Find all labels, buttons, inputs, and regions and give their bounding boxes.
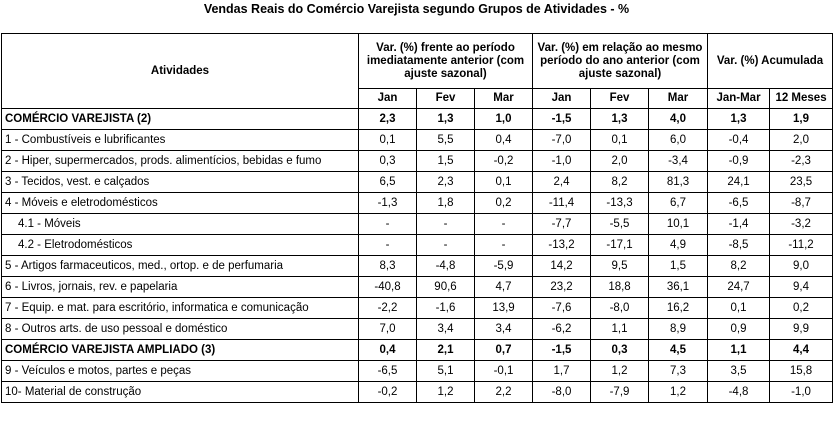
- activity-label: 7 - Equip. e mat. para escritório, informatica e comunicação: [2, 298, 359, 319]
- value-cell: -5,9: [475, 256, 533, 277]
- table-row: [2, 151, 833, 172]
- value-cell: -0,1: [475, 361, 533, 382]
- activity-label: 3 - Tecidos, vest. e calçados: [2, 172, 359, 193]
- table-row: [2, 130, 833, 151]
- table-row: [2, 193, 833, 214]
- value-cell: 0,7: [475, 340, 533, 361]
- value-cell: 24,1: [708, 172, 770, 193]
- value-cell: 0,1: [708, 298, 770, 319]
- activity-label: 2 - Hiper, supermercados, prods. alimentícios, bebidas e fumo: [2, 151, 359, 172]
- value-cell: 5,5: [417, 130, 475, 151]
- value-cell: 6,5: [359, 172, 417, 193]
- header-group-same-period-last-year: Var. (%) em relação ao mesmo período do ano anterior (com ajuste sazonal): [533, 34, 708, 89]
- activity-label: 9 - Veículos e motos, partes e peças: [2, 361, 359, 382]
- value-cell: 81,3: [649, 172, 708, 193]
- value-cell: 0,4: [359, 340, 417, 361]
- value-cell: 1,5: [417, 151, 475, 172]
- value-cell: 5,1: [417, 361, 475, 382]
- value-cell: 0,3: [359, 151, 417, 172]
- value-cell: 1,3: [591, 109, 649, 130]
- value-cell: -1,0: [533, 151, 591, 172]
- value-cell: -2,2: [359, 298, 417, 319]
- value-cell: 1,9: [770, 109, 833, 130]
- value-cell: 4,9: [649, 235, 708, 256]
- header-sub: 12 Meses: [770, 89, 833, 109]
- sales-table: [1, 33, 833, 403]
- header-sub: Fev: [591, 89, 649, 109]
- value-cell: 1,7: [533, 361, 591, 382]
- value-cell: 4,0: [649, 109, 708, 130]
- value-cell: -0,2: [359, 382, 417, 403]
- activity-label: 4.2 - Eletrodomésticos: [2, 235, 359, 256]
- value-cell: 8,3: [359, 256, 417, 277]
- activity-label: 8 - Outros arts. de uso pessoal e doméstico: [2, 319, 359, 340]
- value-cell: -11,4: [533, 193, 591, 214]
- value-cell: 2,1: [417, 340, 475, 361]
- value-cell: -0,9: [708, 151, 770, 172]
- value-cell: 3,4: [475, 319, 533, 340]
- value-cell: 2,0: [770, 130, 833, 151]
- value-cell: -40,8: [359, 277, 417, 298]
- value-cell: -0,2: [475, 151, 533, 172]
- table-row: [2, 319, 833, 340]
- value-cell: 2,3: [417, 172, 475, 193]
- value-cell: 23,5: [770, 172, 833, 193]
- value-cell: 1,1: [591, 319, 649, 340]
- value-cell: -: [359, 214, 417, 235]
- value-cell: -: [475, 214, 533, 235]
- value-cell: -0,4: [708, 130, 770, 151]
- value-cell: 8,2: [708, 256, 770, 277]
- value-cell: 4,5: [649, 340, 708, 361]
- value-cell: -1,6: [417, 298, 475, 319]
- header-sub: Jan-Mar: [708, 89, 770, 109]
- value-cell: -7,7: [533, 214, 591, 235]
- header-group-previous-period: Var. (%) frente ao período imediatamente anterior (com ajuste sazonal): [359, 34, 533, 89]
- activity-label: 1 - Combustíveis e lubrificantes: [2, 130, 359, 151]
- value-cell: -4,8: [708, 382, 770, 403]
- activity-label: 4 - Móveis e eletrodomésticos: [2, 193, 359, 214]
- value-cell: -7,6: [533, 298, 591, 319]
- value-cell: 9,9: [770, 319, 833, 340]
- value-cell: 4,4: [770, 340, 833, 361]
- value-cell: 36,1: [649, 277, 708, 298]
- header-sub: Mar: [649, 89, 708, 109]
- value-cell: 23,2: [533, 277, 591, 298]
- value-cell: 4,7: [475, 277, 533, 298]
- value-cell: 0,1: [591, 130, 649, 151]
- value-cell: -2,3: [770, 151, 833, 172]
- value-cell: -8,0: [533, 382, 591, 403]
- header-sub: Fev: [417, 89, 475, 109]
- value-cell: 1,8: [417, 193, 475, 214]
- value-cell: -5,5: [591, 214, 649, 235]
- value-cell: 3,5: [708, 361, 770, 382]
- value-cell: 90,6: [417, 277, 475, 298]
- value-cell: 2,4: [533, 172, 591, 193]
- value-cell: -8,5: [708, 235, 770, 256]
- value-cell: 0,9: [708, 319, 770, 340]
- value-cell: 2,2: [475, 382, 533, 403]
- value-cell: 14,2: [533, 256, 591, 277]
- value-cell: -13,3: [591, 193, 649, 214]
- value-cell: 3,4: [417, 319, 475, 340]
- header-sub: Jan: [359, 89, 417, 109]
- value-cell: -6,5: [359, 361, 417, 382]
- value-cell: -1,0: [770, 382, 833, 403]
- value-cell: 7,0: [359, 319, 417, 340]
- value-cell: 8,2: [591, 172, 649, 193]
- value-cell: 1,1: [708, 340, 770, 361]
- value-cell: 1,5: [649, 256, 708, 277]
- value-cell: -6,2: [533, 319, 591, 340]
- value-cell: -1,5: [533, 109, 591, 130]
- activity-label: 6 - Livros, jornais, rev. e papelaria: [2, 277, 359, 298]
- value-cell: -8,0: [591, 298, 649, 319]
- value-cell: 1,2: [591, 361, 649, 382]
- value-cell: 0,4: [475, 130, 533, 151]
- value-cell: -13,2: [533, 235, 591, 256]
- value-cell: 24,7: [708, 277, 770, 298]
- header-sub: Mar: [475, 89, 533, 109]
- value-cell: 10,1: [649, 214, 708, 235]
- value-cell: 9,0: [770, 256, 833, 277]
- value-cell: -8,7: [770, 193, 833, 214]
- table-body: [2, 109, 833, 403]
- value-cell: -1,3: [359, 193, 417, 214]
- value-cell: 0,2: [770, 298, 833, 319]
- value-cell: -: [417, 214, 475, 235]
- value-cell: -: [359, 235, 417, 256]
- activity-label: COMÉRCIO VAREJISTA (2): [2, 109, 359, 130]
- value-cell: 2,3: [359, 109, 417, 130]
- value-cell: 18,8: [591, 277, 649, 298]
- value-cell: 0,1: [475, 172, 533, 193]
- value-cell: -7,0: [533, 130, 591, 151]
- value-cell: 9,5: [591, 256, 649, 277]
- table-row: [2, 361, 833, 382]
- value-cell: 6,7: [649, 193, 708, 214]
- value-cell: 9,4: [770, 277, 833, 298]
- table-row: [2, 214, 833, 235]
- value-cell: 1,3: [708, 109, 770, 130]
- value-cell: 2,0: [591, 151, 649, 172]
- table-title: Vendas Reais do Comércio Varejista segundo Grupos de Atividades - %: [203, 2, 630, 16]
- value-cell: -1,5: [533, 340, 591, 361]
- value-cell: -17,1: [591, 235, 649, 256]
- activity-label: COMÉRCIO VAREJISTA AMPLIADO (3): [2, 340, 359, 361]
- value-cell: 15,8: [770, 361, 833, 382]
- table-row: [2, 277, 833, 298]
- value-cell: -4,8: [417, 256, 475, 277]
- value-cell: -11,2: [770, 235, 833, 256]
- table-row: [2, 298, 833, 319]
- activity-label: 10- Material de construção: [2, 382, 359, 403]
- header-group-accumulated: Var. (%) Acumulada: [708, 34, 833, 89]
- value-cell: 0,3: [591, 340, 649, 361]
- value-cell: -3,2: [770, 214, 833, 235]
- header-sub: Jan: [533, 89, 591, 109]
- value-cell: -6,5: [708, 193, 770, 214]
- table-row: [2, 172, 833, 193]
- value-cell: -7,9: [591, 382, 649, 403]
- value-cell: 13,9: [475, 298, 533, 319]
- value-cell: 1,2: [417, 382, 475, 403]
- table-row: [2, 109, 833, 130]
- value-cell: 0,1: [359, 130, 417, 151]
- value-cell: 1,3: [417, 109, 475, 130]
- value-cell: 6,0: [649, 130, 708, 151]
- header-activity: Atividades: [2, 34, 359, 109]
- value-cell: -1,4: [708, 214, 770, 235]
- table-row: [2, 382, 833, 403]
- value-cell: 1,0: [475, 109, 533, 130]
- value-cell: 16,2: [649, 298, 708, 319]
- value-cell: 7,3: [649, 361, 708, 382]
- value-cell: -: [417, 235, 475, 256]
- value-cell: -: [475, 235, 533, 256]
- value-cell: 8,9: [649, 319, 708, 340]
- table-row: [2, 235, 833, 256]
- table-row: [2, 256, 833, 277]
- value-cell: 0,2: [475, 193, 533, 214]
- table-row: [2, 340, 833, 361]
- value-cell: -3,4: [649, 151, 708, 172]
- value-cell: 1,2: [649, 382, 708, 403]
- activity-label: 4.1 - Móveis: [2, 214, 359, 235]
- activity-label: 5 - Artigos farmaceuticos, med., ortop. e de perfumaria: [2, 256, 359, 277]
